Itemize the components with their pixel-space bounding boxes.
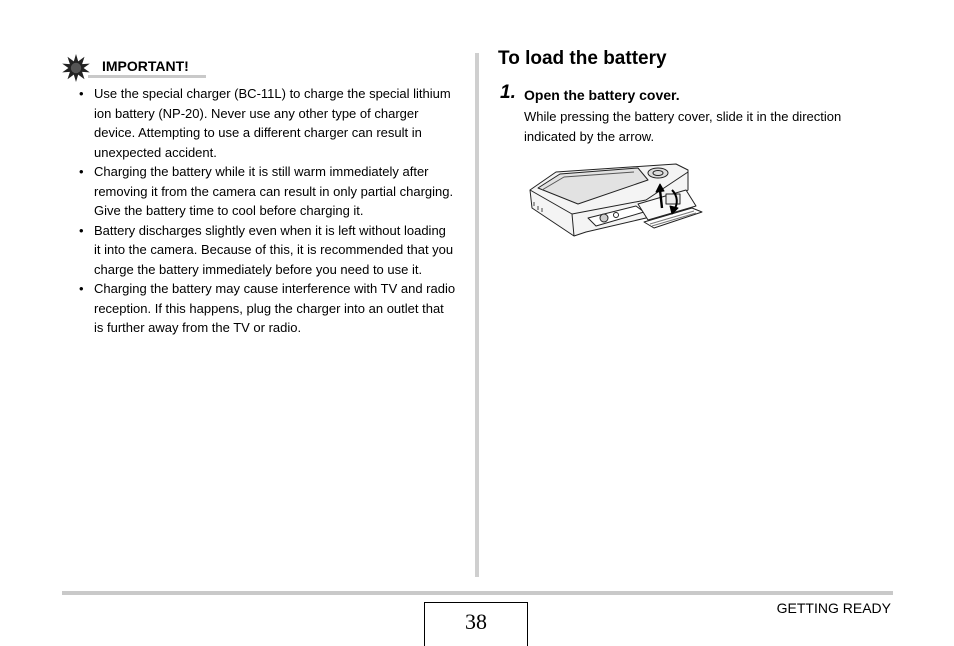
step-number: 1. [500, 82, 516, 103]
list-item: • Charging the battery while it is still warm immediately after removing it from the camera can result in only partial charging. Give the battery time to cool before charging it. [79, 164, 454, 218]
step-1 [498, 82, 898, 146]
important-label: IMPORTANT! [102, 58, 189, 74]
starburst-icon [62, 54, 90, 82]
column-divider [475, 53, 479, 577]
important-header [62, 54, 462, 80]
important-underline [88, 75, 206, 78]
bullet-icon: • [79, 222, 84, 238]
important-bullet-list [62, 84, 462, 338]
step-description: While pressing the battery cover, slide it in the direction indicated by the arrow. [524, 109, 842, 144]
section-title: To load the battery [498, 48, 667, 69]
footer-rule [62, 591, 893, 595]
list-item: • Use the special charger (BC-11L) to charge the special lithium ion battery (NP-20). Never use any other type of charger device. Attempting to use a different charger can result in unexpected accident. [79, 86, 451, 160]
section-label: GETTING READY [776, 600, 891, 616]
bullet-icon: • [79, 281, 84, 296]
bullet-icon: • [79, 86, 84, 101]
important-notes [62, 54, 462, 338]
load-battery-section [498, 46, 898, 146]
bullet-icon: • [79, 164, 84, 179]
step-title: Open the battery cover. [524, 87, 680, 103]
page-number: 38 [424, 602, 528, 646]
list-item: • Battery discharges slightly even when it is left without loading it into the camera. Because of this, it is recommended that you charge the battery immediately before you need to use it. [79, 222, 454, 277]
camera-battery-cover-illustration [526, 160, 704, 240]
list-item: • Charging the battery may cause interference with TV and radio reception. If this happens, plug the charger into an outlet that is further away from the TV or radio. [79, 281, 456, 335]
